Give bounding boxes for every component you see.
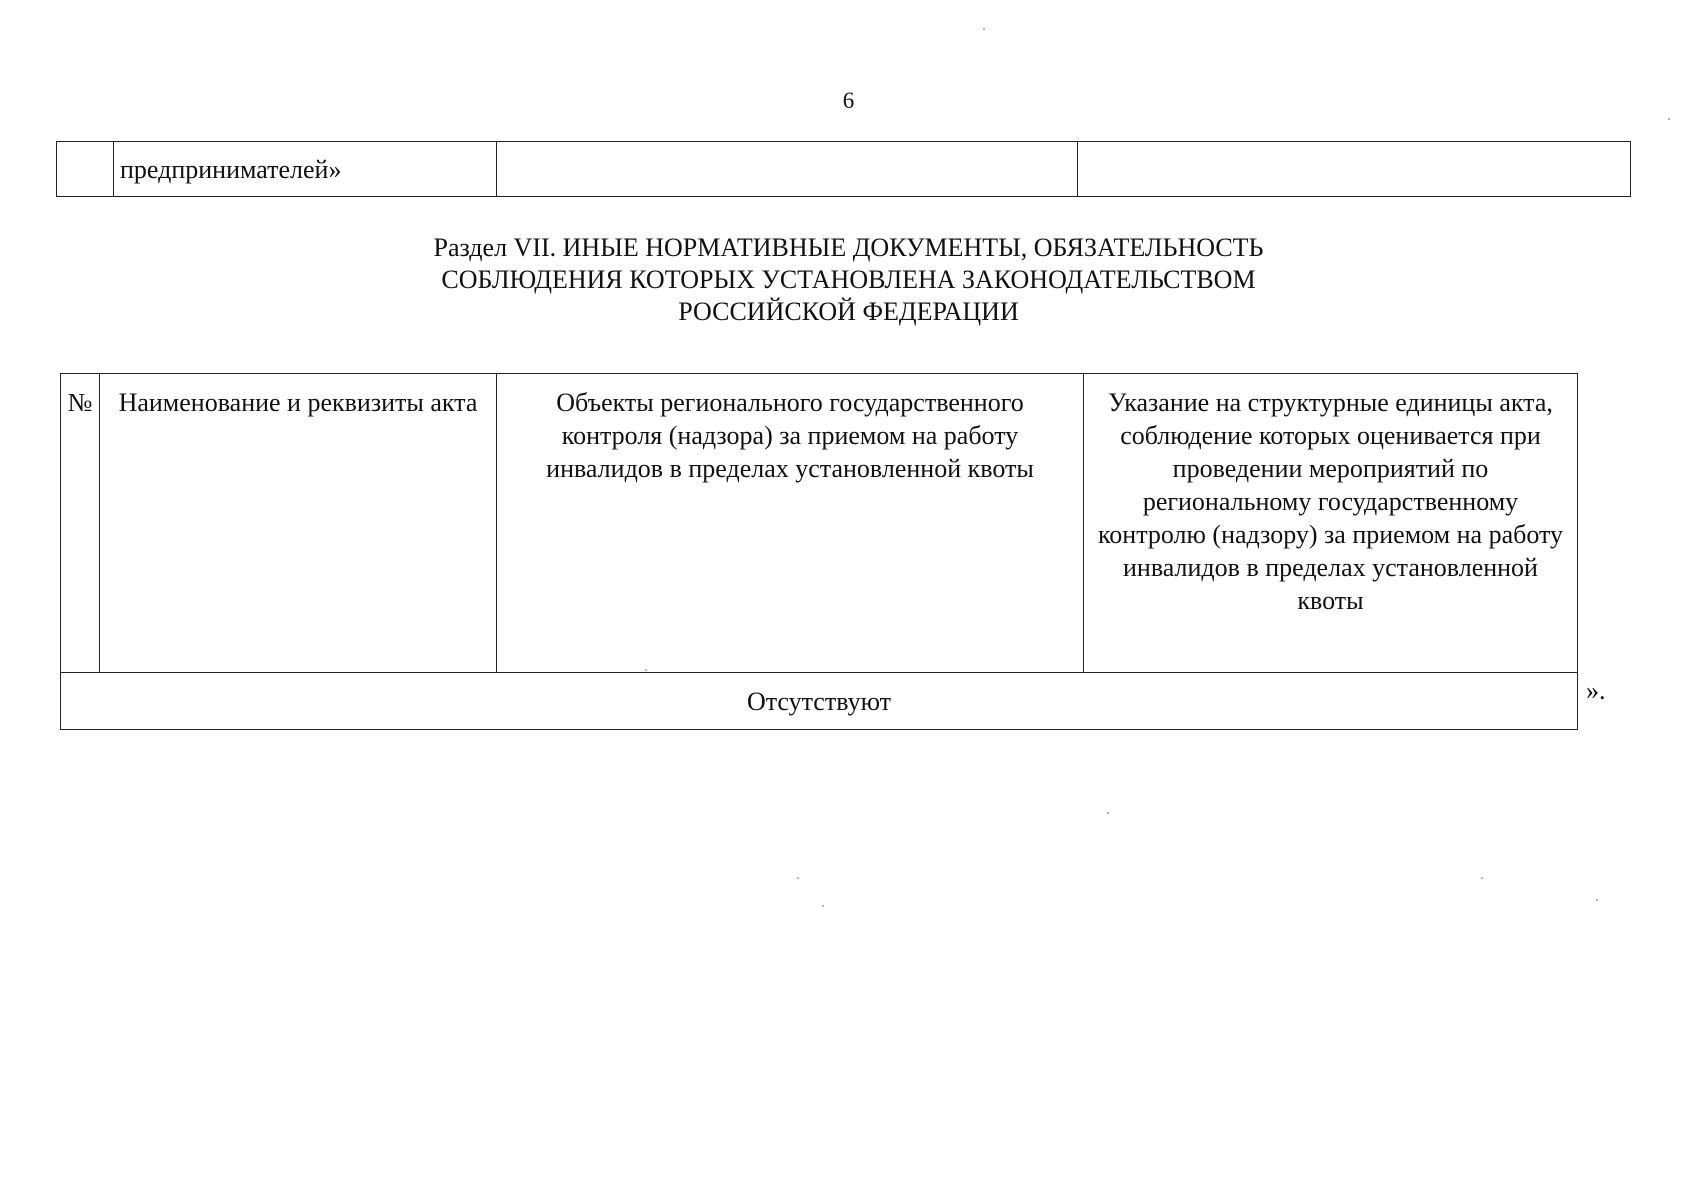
table-cell — [1078, 142, 1631, 197]
section-title-line: Раздел VII. ИНЫЕ НОРМАТИВНЫЕ ДОКУМЕНТЫ, ОБЯЗАТЕЛЬНОСТЬ — [433, 233, 1264, 262]
column-header-number: № — [61, 374, 100, 673]
scan-speck — [797, 877, 799, 879]
closing-quote: ». — [1586, 676, 1606, 705]
table-row — [61, 673, 1578, 730]
section-title-line: РОССИЙСКОЙ ФЕДЕРАЦИИ — [678, 297, 1019, 326]
column-header-act-name: Наименование и реквизиты акта — [100, 374, 497, 673]
section-title — [0, 232, 1697, 328]
scan-speck — [1481, 877, 1483, 879]
scan-speck — [645, 669, 647, 671]
table-cell — [57, 142, 114, 197]
absent-cell: Отсутствуют — [61, 673, 1578, 730]
section-title-line: СОБЛЮДЕНИЯ КОТОРЫХ УСТАНОВЛЕНА ЗАКОНОДАТЕЛЬСТВОМ — [441, 265, 1256, 294]
scan-speck — [822, 905, 824, 907]
table-row — [57, 142, 1631, 197]
column-header-structural-units: Указание на структурные единицы акта, соблюдение которых оценивается при проведении мероприятий по региональному государственному контролю (надзору) за приемом на работу инвалидов в пределах установленной квоты — [1084, 374, 1578, 673]
page-number: 6 — [842, 88, 855, 113]
documents-table — [60, 373, 1578, 730]
scan-speck — [1668, 118, 1670, 120]
scan-speck — [1107, 812, 1109, 814]
scan-speck — [983, 28, 985, 30]
scan-speck — [1596, 899, 1598, 901]
column-header-control-objects: Объекты регионального государственного контроля (надзора) за приемом на работу инвалидов в пределах установленной квоты — [497, 374, 1084, 673]
table-cell — [497, 142, 1078, 197]
table-cell: предпринимателей» — [114, 142, 497, 197]
continuation-table — [56, 141, 1631, 197]
table-header-row — [61, 374, 1578, 673]
